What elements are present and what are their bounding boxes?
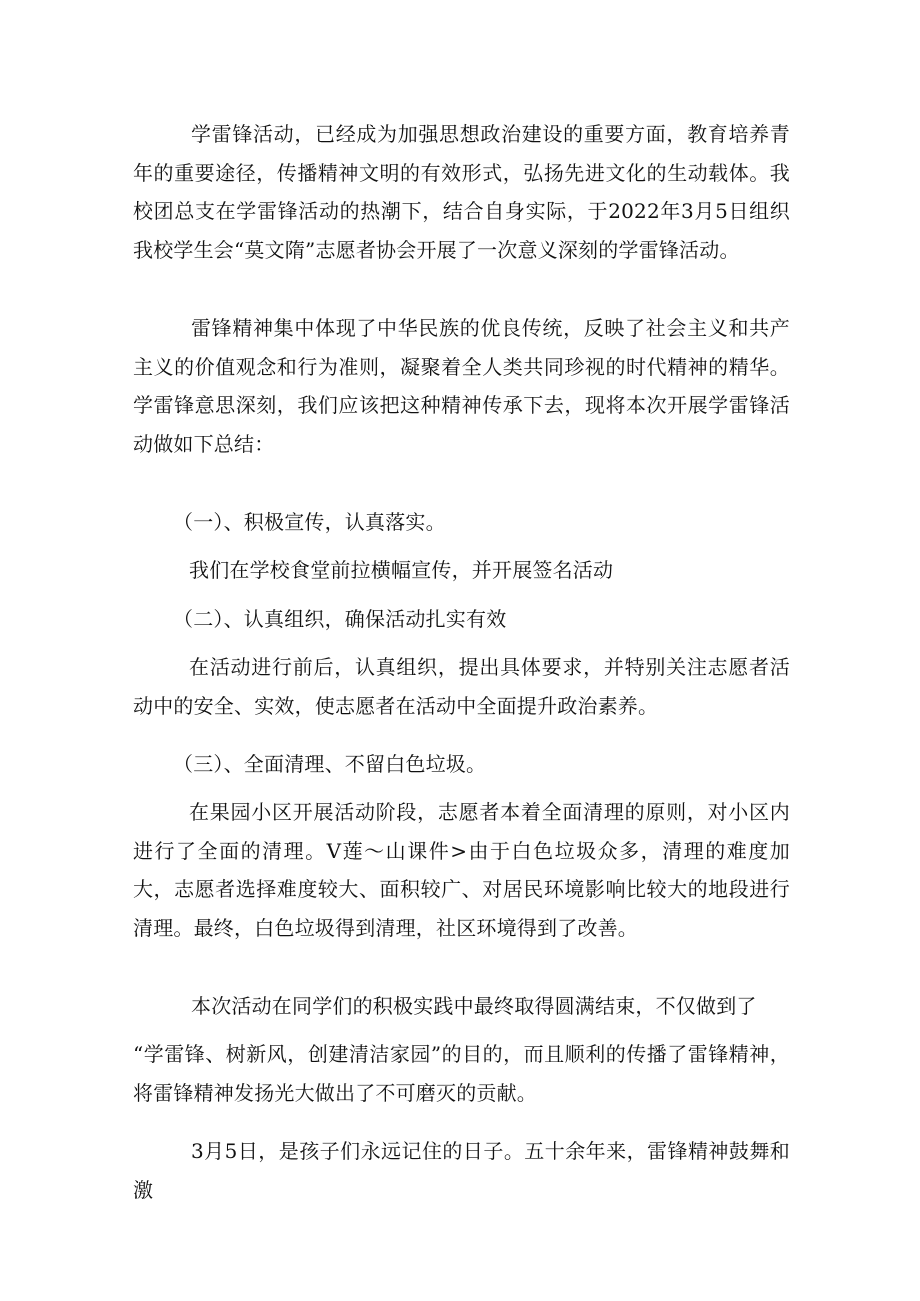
- paragraph-summary-start: 本次活动在同学们的积极实践中最终取得圆满结束，不仅做到了: [191, 994, 757, 1018]
- paragraph-spirit: 雷锋精神集中体现了中华民族的优良传统，反映了社会主义和共产主义的价值观念和行为准则，凝聚着全人类共同珍视的时代精神的精华。学雷锋意思深刻，我们应该把这种精神传承下去，现将本次开展学雷锋活动做如下总结：: [133, 316, 790, 456]
- section-heading-1: （一）、积极宣传，认真落实。: [173, 510, 446, 534]
- paragraph-organize: 在活动进行前后，认真组织，提出具体要求，并特别关注志愿者活动中的安全、实效，使志愿者在活动中全面提升政治素养。: [133, 655, 790, 718]
- paragraph-summary-continued: “学雷锋、树新风，创建清洁家园”的目的，而且顺利的传播了雷锋精神，将雷锋精神发扬光大做出了不可磨灭的贡献。: [133, 1042, 790, 1105]
- section-heading-2: （二）、认真组织，确保活动扎实有效: [173, 607, 507, 631]
- paragraph-march-5: 3月5日，是孩子们永远记住的日子。五十余年来，雷锋精神鼓舞和激: [133, 1139, 790, 1202]
- section-heading-3: （三）、全面清理、不留白色垃圾。: [173, 752, 487, 776]
- paragraph-intro: 学雷锋活动，已经成为加强思想政治建设的重要方面，教育培养青年的重要途径，传播精神文明的有效形式，弘扬先进文化的生动载体。我校团总支在学雷锋活动的热潮下，结合自身实际，于2022年3月5日组织我校学生会“莫文隋”志愿者协会开展了一次意义深刻的学雷锋活动。: [133, 122, 790, 262]
- paragraph-publicity: 我们在学校食堂前拉横幅宣传，并开展签名活动: [189, 558, 614, 582]
- paragraph-cleanup: 在果园小区开展活动阶段，志愿者本着全面清理的原则，对小区内进行了全面的清理。V莲～山课件>由于白色垃圾众多，清理的难度加大，志愿者选择难度较大、面积较广、对居民环境影响比较大的地段进行清理。最终，白色垃圾得到清理，社区环境得到了改善。: [133, 800, 790, 940]
